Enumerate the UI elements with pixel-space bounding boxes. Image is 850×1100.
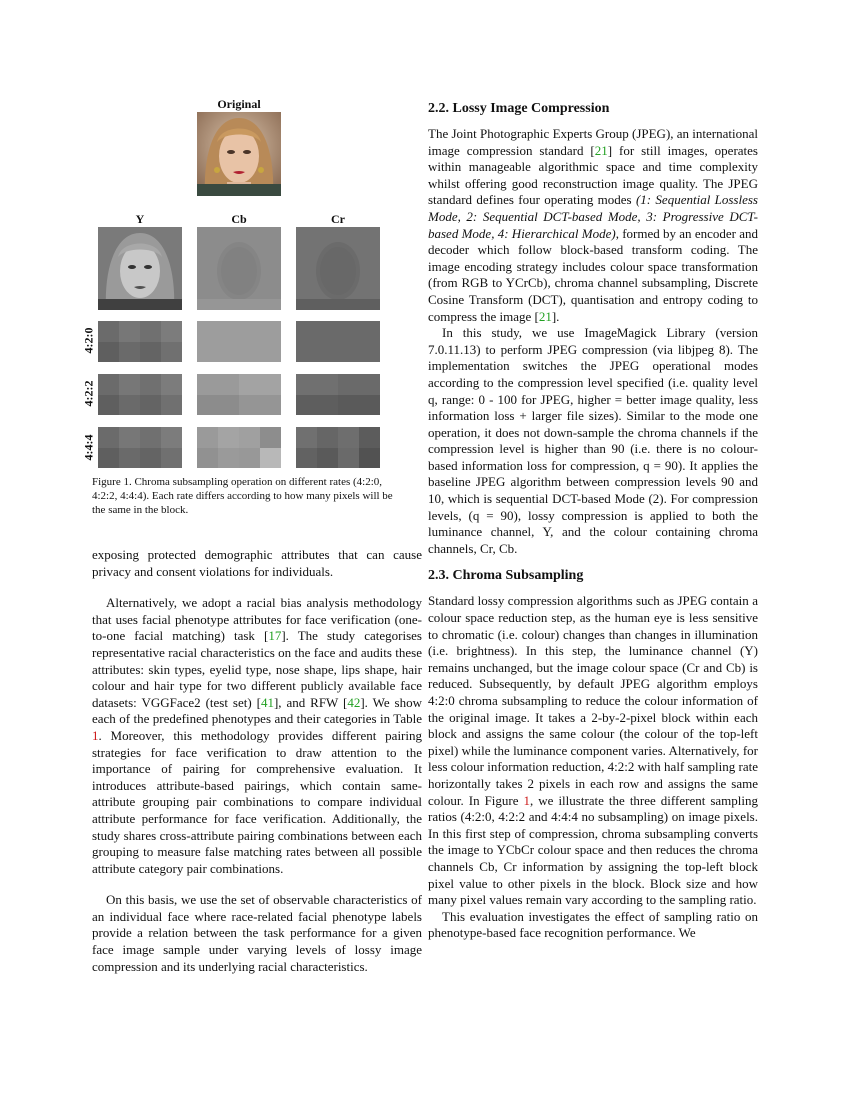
text-run: ]. We show each of the predefined phenotypes and their categories in Table <box>92 694 422 727</box>
pixel-block <box>338 374 359 395</box>
pixel-block <box>119 342 140 363</box>
section-heading-2-3: 2.3. Chroma Subsampling <box>428 568 584 584</box>
pixel-block <box>260 321 281 342</box>
pixel-block <box>239 395 260 416</box>
pixel-block <box>218 448 239 469</box>
channel-label-cr: Cr <box>331 212 345 226</box>
pixel-block <box>296 321 317 342</box>
figure-ref-link[interactable]: 1 <box>523 792 531 808</box>
grid-cb-422 <box>197 374 281 415</box>
text-run: Alternatively, we adopt a racial bias analysis methodology that uses facial phenotype attributes for face verification (one-to-one facial matching) task [ <box>92 595 422 644</box>
text-run: The Joint Photographic Experts Group (JPEG), an international image compression standard [ <box>428 126 758 158</box>
y-channel-image <box>98 227 182 310</box>
pixel-block <box>359 395 380 416</box>
pixel-block <box>359 374 380 395</box>
pixel-block <box>317 374 338 395</box>
pixel-block <box>359 448 380 469</box>
text-run: , formed by an encoder and decoder which follow block-based transform coding. The image encoding strategy includes colour space transformation (from RGB to YCrCb), chroma channel subsampling, Discrete Cosine Transform (DCT), quantisation and entropy coding to compress the image [ <box>428 225 758 324</box>
right-paragraph-1 <box>428 126 758 325</box>
pixel-block <box>239 374 260 395</box>
pixel-block <box>359 321 380 342</box>
citation-link[interactable]: 42 <box>347 694 361 710</box>
pixel-block <box>218 321 239 342</box>
pixel-block <box>260 374 281 395</box>
pixel-block <box>161 321 182 342</box>
pixel-block <box>197 427 218 448</box>
pixel-block <box>359 342 380 363</box>
text-run: ], and RFW [ <box>273 694 348 710</box>
pixel-block <box>338 342 359 363</box>
pixel-block <box>98 427 119 448</box>
pixel-block <box>338 427 359 448</box>
pixel-block <box>296 395 317 416</box>
pixel-block <box>239 321 260 342</box>
pixel-block <box>119 321 140 342</box>
cb-channel-image <box>197 227 281 310</box>
pixel-block <box>98 374 119 395</box>
pixel-block <box>140 342 161 363</box>
right-paragraph-2: In this study, we use ImageMagick Library (version 7.0.11.13) to perform JPEG compression (via libjpeg 8). The implementation switches the JPEG operational modes according to the compression level specified (i.e. quality level q, range: 0 - 100 for JPEG, higher = better image quality, less information loss + larger file sizes). Similar to the mode one operation, it does not down-sample the chroma channels if the compression level is higher than 90 (i.e. there is no colour-based information loss for compression, q = 90). It applies the baseline JPEG algorithm between compression levels 90 and 10, which is sequential DCT-based Mode (2). For compression levels, (q = 90), lossy compression is applied to both the luminance channel, Y, and the colour containing chroma channels, Cr, Cb. <box>428 325 758 556</box>
pixel-block <box>317 321 338 342</box>
text-run: ] for still images, operates within manageable algorithmic space and time complexity whilst offering good reconstruction image quality. The JPEG standard defines four operating modes <box>428 142 758 208</box>
pixel-block <box>239 448 260 469</box>
pixel-block <box>239 342 260 363</box>
pixel-block <box>218 395 239 416</box>
left-paragraph-3: On this basis, we use the set of observable characteristics of an individual face where race-related facial phenotype labels provide a relation between the task performance for a given face image sample under varying levels of lossy image compression and its underlying racial characteristics. <box>92 892 422 974</box>
pixel-block <box>338 395 359 416</box>
pixel-block <box>161 342 182 363</box>
grid-cr-422 <box>296 374 380 415</box>
pixel-block <box>218 427 239 448</box>
grid-cr-420 <box>296 321 380 362</box>
pixel-block <box>296 448 317 469</box>
channel-label-cb: Cb <box>231 212 247 226</box>
pixel-block <box>119 395 140 416</box>
pixel-block <box>119 427 140 448</box>
pixel-block <box>317 395 338 416</box>
table-ref-link[interactable]: 1 <box>92 727 99 743</box>
pixel-block <box>239 427 260 448</box>
citation-link[interactable]: 21 <box>538 308 552 324</box>
pixel-block <box>296 342 317 363</box>
pixel-block <box>338 321 359 342</box>
pixel-block <box>161 395 182 416</box>
channel-label-y: Y <box>135 212 145 226</box>
pixel-block <box>317 448 338 469</box>
pixel-block <box>317 342 338 363</box>
rate-label-444: 4:4:4 <box>81 434 96 461</box>
citation-link[interactable]: 21 <box>594 142 608 158</box>
grid-y-420 <box>98 321 182 362</box>
left-column-text <box>92 547 422 975</box>
pixel-block <box>260 427 281 448</box>
original-face-image <box>197 112 281 196</box>
pixel-block <box>218 374 239 395</box>
text-run: Standard lossy compression algorithms such as JPEG contain a colour space reduction step, as the human eye is less sensitive to chromatic (i.e. colour) changes than changes in illumination (i.e. brightness). In this step, the luminance channel (Y) remains unchanged, but the image colour space (Cr and Cb) is reduced. Subsequently, by default JPEG algorithm employs 4:2:0 chroma subsampling to reduce the colour information of the original image. It takes a 2-by-2-pixel block within each block and assigns the same colour (the colour of the top-left pixel) while the luminance component varies. Alternatively, for less colour information reduction, 4:2:2 with half sampling rate horizontally takes 2 pixels in each row and assigns the same colour. In Figure <box>428 593 758 808</box>
modes-italic: (1: Sequential Lossless Mode, 2: Sequential DCT-based Mode, 3: Progressive DCT-based Mode, 4: Hierarchical Mode) <box>428 192 758 241</box>
pixel-block <box>98 448 119 469</box>
rate-label-420: 4:2:0 <box>81 327 96 354</box>
pixel-block <box>98 342 119 363</box>
cr-channel-image <box>296 227 380 310</box>
pixel-block <box>197 395 218 416</box>
pixel-block <box>161 427 182 448</box>
right-column-text <box>428 100 758 942</box>
pixel-block <box>161 448 182 469</box>
grid-cb-420 <box>197 321 281 362</box>
left-paragraph-1: exposing protected demographic attributes that can cause privacy and consent violations for individuals. <box>92 547 422 579</box>
figure-caption: Figure 1. Chroma subsampling operation on different rates (4:2:0, 4:2:2, 4:4:4). Each rate differs according to how many pixels will be the same in the block. <box>92 476 393 516</box>
pixel-block <box>140 395 161 416</box>
left-paragraph-2 <box>92 595 422 877</box>
section-heading-2-2: 2.2. Lossy Image Compression <box>428 101 610 116</box>
text-run: ]. The study categorises representative racial characteristics on the face and audits these attributes: skin types, eyelid type, nose shape, lips shape, hair colour and hair type for two different publicly available face datasets: VGGFace2 (test set) [ <box>92 628 422 710</box>
grid-y-444 <box>98 427 182 468</box>
citation-link[interactable]: 17 <box>268 628 282 644</box>
pixel-block <box>317 427 338 448</box>
pixel-block <box>140 448 161 469</box>
pixel-block <box>161 374 182 395</box>
pixel-block <box>119 448 140 469</box>
pixel-block <box>197 374 218 395</box>
pixel-block <box>119 374 140 395</box>
grid-cb-444 <box>197 427 281 468</box>
pixel-block <box>260 342 281 363</box>
pixel-block <box>260 448 281 469</box>
pixel-block <box>140 374 161 395</box>
pixel-block <box>260 395 281 416</box>
pixel-block <box>98 321 119 342</box>
grid-cr-444 <box>296 427 380 468</box>
right-paragraph-4: This evaluation investigates the effect of sampling ratio on phenotype-based face recognition performance. We <box>428 908 758 941</box>
original-label: Original <box>217 97 261 111</box>
grid-y-422 <box>98 374 182 415</box>
pixel-block <box>296 374 317 395</box>
pixel-block <box>338 448 359 469</box>
pixel-block <box>197 321 218 342</box>
pixel-block <box>197 448 218 469</box>
rate-label-422: 4:2:2 <box>81 380 96 407</box>
pixel-block <box>296 427 317 448</box>
pixel-block <box>359 427 380 448</box>
text-run: . Moreover, this methodology provides different pairing strategies for face verification to draw attention to the importance of pairing for comprehensive evaluation. It introduces attribute-based pairings, which contain same-attribute grouping pair combinations to compare individual attribute performance for face verification. Additionally, the study shares cross-attribute pairing combinations between each grouping to measure false matching rates between all possible attribute category pair combinations. <box>92 727 422 876</box>
pixel-block <box>197 342 218 363</box>
pixel-block <box>218 342 239 363</box>
citation-link[interactable]: 41 <box>260 694 274 710</box>
text-run: ]. <box>551 308 560 324</box>
right-paragraph-3 <box>428 593 758 908</box>
pixel-block <box>140 321 161 342</box>
pixel-block <box>98 395 119 416</box>
text-run: , we illustrate the three different sampling ratios (4:2:0, 4:2:2 and 4:4:4 no subsampling) on image pixels. In this first step of compression, chroma subsampling converts the image to YCbCr colour space and then reduces the chroma channels Cb, Cr information by assigning the top-left block pixel value to other pixels in the block. Block size and how many pixel values remain vary according to the sampling ratio. <box>428 792 758 908</box>
pixel-block <box>140 427 161 448</box>
